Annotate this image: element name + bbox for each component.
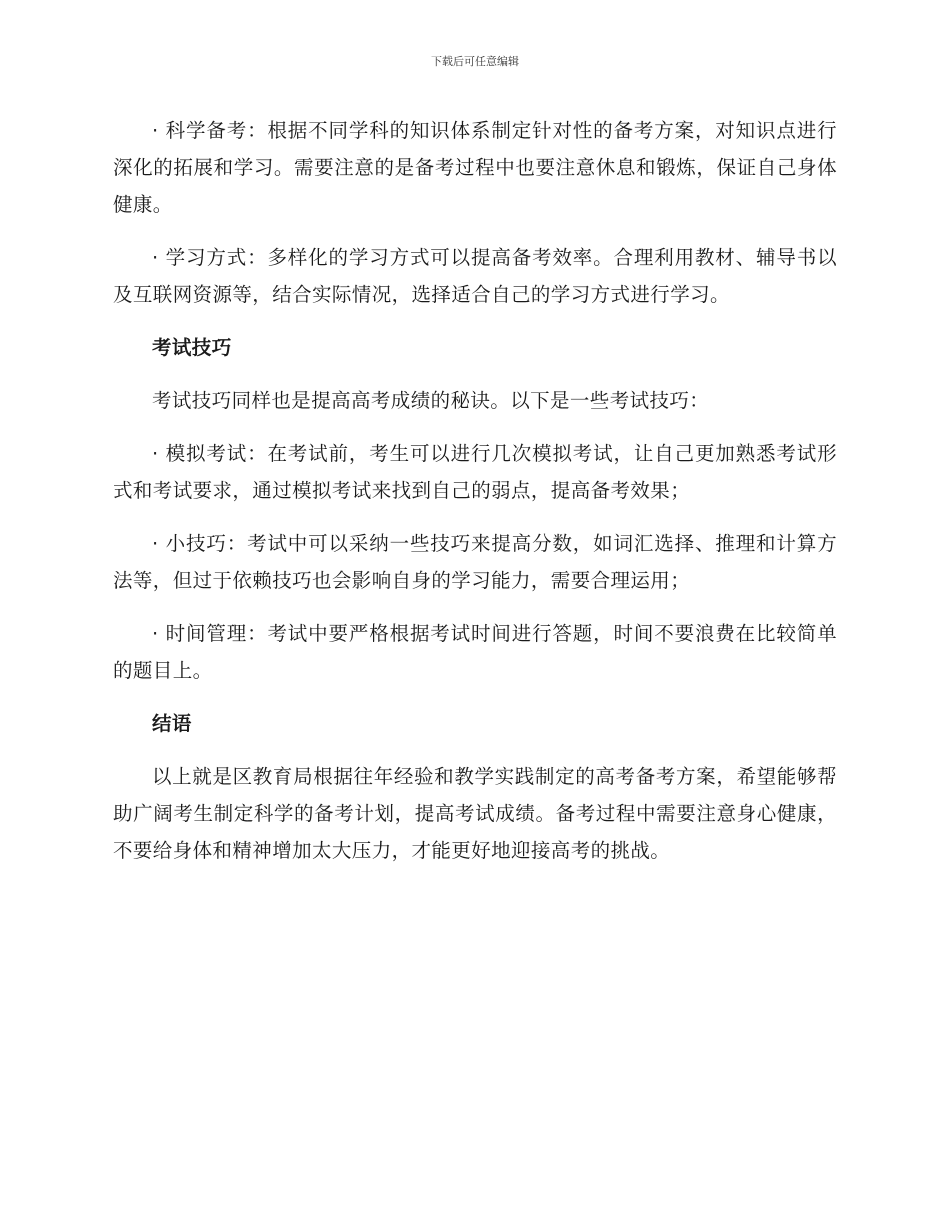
paragraph-exam-skills-intro: 考试技巧同样也是提高高考成绩的秘诀。以下是一些考试技巧： [152,389,710,412]
heading-conclusion: 结语 [152,712,192,735]
paragraph-scientific-prep: · 科学备考：根据不同学科的知识体系制定针对性的备考方案，对知识点进行深化的拓展和学习。需要注意的是备考过程中也要注意休息和锻炼，保证自己身体健康。 [113,119,837,216]
paragraph-tips: · 小技巧：考试中可以采纳一些技巧来提高分数，如词汇选择、推理和计算方法等，但过于依赖技巧也会影响自身的学习能力，需要合理运用； [113,532,837,592]
heading-exam-skills: 考试技巧 [152,336,232,359]
paragraph-conclusion: 以上就是区教育局根据往年经验和教学实践制定的高考备考方案，希望能够帮助广阔考生制定科学的备考计划，提高考试成绩。备考过程中需要注意身心健康，不要给身体和精神增加太大压力，才能更好地迎接高考的挑战。 [113,765,837,862]
document-body [113,112,837,885]
paragraph-study-methods: · 学习方式：多样化的学习方式可以提高备考效率。合理利用教材、辅导书以及互联网资源等，结合实际情况，选择适合自己的学习方式进行学习。 [113,246,837,306]
paragraph-mock-exam: · 模拟考试：在考试前，考生可以进行几次模拟考试，让自己更加熟悉考试形式和考试要求，通过模拟考试来找到自己的弱点，提高备考效果； [113,442,837,502]
paragraph-time-management: · 时间管理：考试中要严格根据考试时间进行答题，时间不要浪费在比较简单的题目上。 [113,622,837,682]
page-header: 下载后可任意编辑 [431,55,519,68]
